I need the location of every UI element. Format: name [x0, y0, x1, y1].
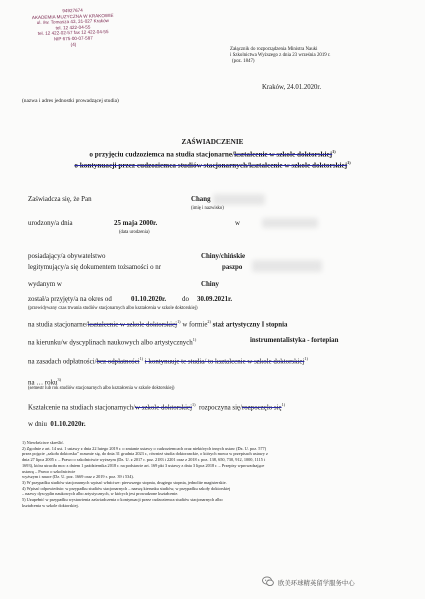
birth-caption: (data urodzenia): [119, 230, 150, 235]
annex-line: i Szkolnictwa Wyższego z dnia 23 września 2019 r.: [230, 53, 331, 58]
certify-value: Chang: [191, 196, 211, 203]
footnote-line: 5) Uzupełnić w przypadku wystawienia zaświadczenia o kontynuacji przez cudzoziemca studiów stacjonarnych albo: [22, 497, 223, 503]
field-value: instrumentalistyka - fortepian: [250, 337, 339, 344]
stamp-line: tel. 12 422-02-57 fax 12 422-04-55: [37, 29, 109, 37]
title-line-admission: o przyjęciu cudzoziemca na studia stacjonarne/kształcenie w szkole doktorskiej$^{1)}$: [89, 149, 336, 159]
stamp-line: ul. św. Tomasza 43, 31-027 Kraków: [36, 18, 109, 26]
footnote-line: – nazwy dyscyplin naukowych albo artystycznych, w których jest prowadzone kształcenie.: [22, 491, 179, 497]
stamp-line: NIP 675-00-07-587: [53, 35, 93, 42]
period-caption: (przewidywany czas trwania studiów stacjonarnych albo kształcenia w szkole doktorskiej): [28, 306, 198, 311]
annex-note: [230, 47, 331, 65]
footnotes: [22, 440, 402, 508]
redacted-passport: [252, 260, 322, 272]
birth-label: urodzony/a dnia: [28, 220, 73, 227]
stamp-line: tel. 12 422-04-55: [55, 24, 91, 31]
field-label: na kierunku/w dyscyplinach naukowych albo artystycznych$^{1)}$: [28, 337, 197, 347]
document-label: legitymujący/a się dokumentem tożsamości o nr: [28, 264, 161, 271]
footnote-line: 1) Niewłaściwe skreślić.: [22, 440, 65, 445]
issued-label: wydanym w: [28, 281, 62, 288]
stamp-line: AKADEMIA MUZYCZNA W KRAKOWIE: [31, 12, 114, 20]
annex-line: Załącznik do rozporządzenia Ministra Nauki: [230, 47, 318, 52]
chat-bubble-icon: [262, 576, 274, 587]
admitted-from: 01.10.2020r.: [131, 296, 167, 303]
watermark: 欧美环球精英留学服务中心: [278, 579, 355, 587]
citizen-label: posiadający/a obywatelstwo: [28, 253, 106, 260]
start-day-line: w dniu 01.10.2020r.: [28, 421, 86, 428]
footnote-line: ustawę – Prawo o szkolnictwie: [22, 468, 76, 474]
studies-line: na studia stacjonarne/kształcenie w szkole doktorskiej$^{1)}$ w formie$^{2)}$ staż artystyczny I stopnia: [28, 319, 288, 329]
footnote-line: kształcenia w szkole doktorskiej.: [22, 502, 79, 508]
admitted-label: został/a przyjęty/a na okres od: [28, 296, 112, 303]
stamp-line: 94927674: [62, 7, 83, 14]
footnote-line: 2) Zgodnie z art. 14 ust. 1 ustawy z dnia 22 lutego 2019 r. o zmianie ustawy o cudzoziemcach oraz niektórych innych ustaw (Dz. U. poz. 577): [22, 445, 267, 451]
footnote-line: wyższym i nauce (Dz. U. poz. 1669 oraz z 2019 r. poz. 39 i 534).: [22, 474, 134, 480]
document-value: paszpo: [222, 264, 243, 271]
redacted-name: [213, 194, 265, 205]
annex-line: (poz. 1847): [232, 59, 255, 64]
payment-line: na zasadach odpłatności/bez odpłatności$^{1)}$ i kontynuuje te studia/ to kształcenie w szkole doktorskiej$^{1)}$: [28, 356, 308, 366]
title-line-continuation: o kontynuacji przez cudzoziemca studiów stacjonarnych/kształcenie w szkole doktorskiej$^{1)}$: [74, 160, 351, 170]
issued-value: Chiny: [201, 281, 220, 288]
birth-date: 25 maja 2000r.: [114, 220, 158, 227]
citizen-value: Chiny/chińskie: [201, 253, 246, 260]
year-line: na … roku$^{3)}$: [28, 377, 61, 387]
unit-caption: (nazwa i adres jednostki prowadzącej studia): [22, 98, 119, 104]
footnote-line: 3) W przypadku studiów stacjonarnych wpisać właściwe: pierwszego stopnia, drugiego stopnia, jednolite magisterskie.: [22, 479, 227, 485]
certify-label: Zaświadcza się, że Pan: [28, 196, 92, 203]
footnote-line: dnia 27 lipca 2005 r. – Prawo o szkolnictwie wyższym (Dz. U. z 2017 r. poz. 2183 i 2201 oraz z 2018 r. poz. 138, 650, 730, 912, 1000, 1115 i: [22, 457, 266, 463]
redacted-birthplace: [262, 218, 318, 228]
stamp-line: (4): [70, 41, 77, 47]
year-caption: (semestr lub rok studiów stacjonarnych albo kształcenia w szkole doktorskiej): [28, 386, 175, 391]
footnote-line: 4) Wpisać odpowiednio: w przypadku studiów stacjonarnych – nazwę kierunku studiów, w przypadku szkoły doktorskiej: [22, 485, 231, 491]
place-date: Kraków, 24.01.2020r.: [262, 84, 322, 91]
admitted-to-label: do: [182, 296, 189, 303]
footnote-line: 1693), która utraciła moc z dniem 1 października 2018 r. na podstawie art. 169 pkt 3 ustawy z dnia 3 lipca 2018 r. – Przepisy wprowadzające: [22, 462, 265, 468]
footnote-line: przez pojęcie „szkoła doktorska” rozumie się, do dnia 31 grudnia 2023 r., również studia doktoranckie, o których mowa w przepisach ustawy z: [22, 451, 268, 457]
document-title: ZAŚWIADCZENIE: [181, 138, 244, 146]
admitted-to: 30.09.2021r.: [197, 296, 233, 303]
name-caption: (imię i nazwisko): [191, 206, 224, 211]
birth-in-label: w: [235, 220, 240, 227]
start-line: Kształcenie na studiach stacjonarnych/w szkole doktorskiej$^{1)}$ rozpoczyna się/rozpoczęło się$^{1)}$: [28, 402, 286, 412]
institution-stamp: [22, 7, 125, 49]
